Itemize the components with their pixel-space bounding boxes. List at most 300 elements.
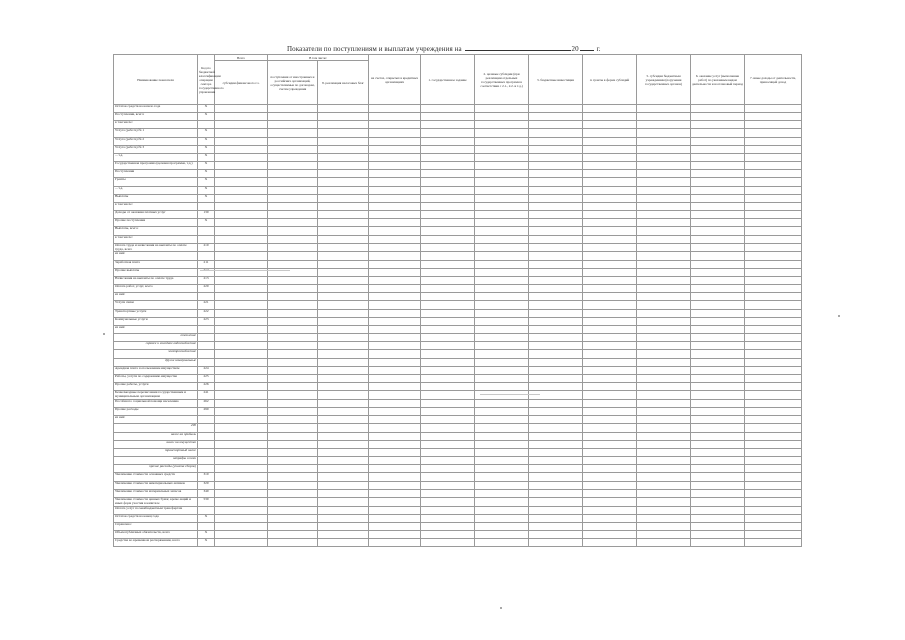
value-cell[interactable] (268, 202, 318, 210)
value-cell[interactable] (529, 416, 583, 424)
value-cell[interactable] (215, 162, 268, 170)
value-cell[interactable] (318, 325, 369, 333)
value-cell[interactable] (421, 374, 475, 382)
value-cell[interactable] (745, 522, 802, 530)
value-cell[interactable] (583, 260, 637, 268)
value-cell[interactable] (691, 481, 745, 489)
value-cell[interactable] (268, 121, 318, 129)
value-cell[interactable] (318, 366, 369, 374)
value-cell[interactable] (583, 325, 637, 333)
value-cell[interactable] (215, 334, 268, 342)
value-cell[interactable] (529, 268, 583, 276)
value-cell[interactable] (637, 235, 691, 243)
value-cell[interactable] (745, 506, 802, 514)
value-cell[interactable] (583, 440, 637, 448)
value-cell[interactable] (215, 457, 268, 465)
value-cell[interactable] (215, 129, 268, 137)
value-cell[interactable] (318, 391, 369, 400)
value-cell[interactable] (268, 145, 318, 153)
value-cell[interactable] (691, 113, 745, 121)
value-cell[interactable] (583, 366, 637, 374)
value-cell[interactable] (215, 424, 268, 432)
value-cell[interactable] (421, 440, 475, 448)
value-cell[interactable] (318, 153, 369, 161)
value-cell[interactable] (691, 301, 745, 309)
value-cell[interactable] (369, 374, 421, 382)
value-cell[interactable] (369, 113, 421, 121)
value-cell[interactable] (369, 260, 421, 268)
value-cell[interactable] (421, 432, 475, 440)
value-cell[interactable] (268, 129, 318, 137)
value-cell[interactable] (268, 539, 318, 547)
value-cell[interactable] (215, 276, 268, 284)
value-cell[interactable] (475, 317, 529, 325)
value-cell[interactable] (583, 309, 637, 317)
value-cell[interactable] (691, 219, 745, 227)
value-cell[interactable] (318, 268, 369, 276)
value-cell[interactable] (583, 293, 637, 301)
value-cell[interactable] (637, 252, 691, 260)
value-cell[interactable] (318, 252, 369, 260)
value-cell[interactable] (475, 268, 529, 276)
value-cell[interactable] (215, 137, 268, 145)
value-cell[interactable] (583, 211, 637, 219)
value-cell[interactable] (421, 243, 475, 252)
value-cell[interactable] (215, 293, 268, 301)
value-cell[interactable] (745, 235, 802, 243)
value-cell[interactable] (691, 325, 745, 333)
value-cell[interactable] (268, 514, 318, 522)
value-cell[interactable] (583, 457, 637, 465)
value-cell[interactable] (691, 424, 745, 432)
value-cell[interactable] (475, 382, 529, 390)
value-cell[interactable] (745, 121, 802, 129)
value-cell[interactable] (529, 432, 583, 440)
value-cell[interactable] (268, 219, 318, 227)
value-cell[interactable] (637, 432, 691, 440)
value-cell[interactable] (691, 457, 745, 465)
value-cell[interactable] (268, 186, 318, 194)
value-cell[interactable] (369, 268, 421, 276)
value-cell[interactable] (529, 260, 583, 268)
value-cell[interactable] (529, 235, 583, 243)
value-cell[interactable] (268, 260, 318, 268)
value-cell[interactable] (475, 145, 529, 153)
value-cell[interactable] (637, 301, 691, 309)
value-cell[interactable] (268, 309, 318, 317)
value-cell[interactable] (745, 309, 802, 317)
value-cell[interactable] (637, 399, 691, 407)
value-cell[interactable] (318, 211, 369, 219)
value-cell[interactable] (691, 497, 745, 506)
value-cell[interactable] (369, 481, 421, 489)
value-cell[interactable] (318, 342, 369, 350)
value-cell[interactable] (583, 121, 637, 129)
value-cell[interactable] (215, 391, 268, 400)
value-cell[interactable] (745, 260, 802, 268)
value-cell[interactable] (318, 506, 369, 514)
value-cell[interactable] (691, 309, 745, 317)
value-cell[interactable] (369, 137, 421, 145)
value-cell[interactable] (421, 317, 475, 325)
value-cell[interactable] (583, 252, 637, 260)
value-cell[interactable] (475, 121, 529, 129)
value-cell[interactable] (318, 145, 369, 153)
value-cell[interactable] (529, 391, 583, 400)
value-cell[interactable] (475, 153, 529, 161)
value-cell[interactable] (318, 301, 369, 309)
value-cell[interactable] (369, 235, 421, 243)
value-cell[interactable] (318, 178, 369, 186)
value-cell[interactable] (475, 366, 529, 374)
value-cell[interactable] (637, 243, 691, 252)
value-cell[interactable] (691, 186, 745, 194)
value-cell[interactable] (475, 202, 529, 210)
value-cell[interactable] (583, 416, 637, 424)
value-cell[interactable] (475, 481, 529, 489)
value-cell[interactable] (369, 408, 421, 416)
value-cell[interactable] (268, 194, 318, 202)
value-cell[interactable] (583, 145, 637, 153)
value-cell[interactable] (691, 285, 745, 293)
value-cell[interactable] (583, 153, 637, 161)
value-cell[interactable] (691, 194, 745, 202)
value-cell[interactable] (691, 382, 745, 390)
value-cell[interactable] (475, 113, 529, 121)
value-cell[interactable] (318, 424, 369, 432)
value-cell[interactable] (318, 416, 369, 424)
value-cell[interactable] (215, 243, 268, 252)
value-cell[interactable] (745, 440, 802, 448)
value-cell[interactable] (691, 432, 745, 440)
value-cell[interactable] (268, 366, 318, 374)
value-cell[interactable] (369, 121, 421, 129)
value-cell[interactable] (369, 531, 421, 539)
value-cell[interactable] (369, 105, 421, 113)
value-cell[interactable] (529, 293, 583, 301)
value-cell[interactable] (369, 276, 421, 284)
value-cell[interactable] (369, 293, 421, 301)
value-cell[interactable] (268, 170, 318, 178)
value-cell[interactable] (475, 235, 529, 243)
value-cell[interactable] (637, 465, 691, 473)
value-cell[interactable] (529, 219, 583, 227)
value-cell[interactable] (637, 489, 691, 497)
value-cell[interactable] (637, 391, 691, 400)
value-cell[interactable] (369, 416, 421, 424)
value-cell[interactable] (215, 301, 268, 309)
value-cell[interactable] (318, 219, 369, 227)
value-cell[interactable] (529, 186, 583, 194)
value-cell[interactable] (637, 268, 691, 276)
value-cell[interactable] (475, 457, 529, 465)
value-cell[interactable] (475, 514, 529, 522)
date-blank-field[interactable] (465, 44, 571, 51)
value-cell[interactable] (215, 260, 268, 268)
value-cell[interactable] (691, 170, 745, 178)
value-cell[interactable] (637, 374, 691, 382)
value-cell[interactable] (268, 235, 318, 243)
value-cell[interactable] (421, 399, 475, 407)
value-cell[interactable] (215, 416, 268, 424)
value-cell[interactable] (421, 448, 475, 456)
value-cell[interactable] (637, 293, 691, 301)
value-cell[interactable] (583, 539, 637, 547)
value-cell[interactable] (475, 531, 529, 539)
value-cell[interactable] (745, 448, 802, 456)
value-cell[interactable] (475, 129, 529, 137)
value-cell[interactable] (215, 194, 268, 202)
value-cell[interactable] (583, 170, 637, 178)
value-cell[interactable] (745, 301, 802, 309)
value-cell[interactable] (637, 366, 691, 374)
value-cell[interactable] (421, 235, 475, 243)
value-cell[interactable] (369, 473, 421, 481)
value-cell[interactable] (529, 145, 583, 153)
value-cell[interactable] (421, 489, 475, 497)
value-cell[interactable] (475, 522, 529, 530)
value-cell[interactable] (215, 105, 268, 113)
value-cell[interactable] (369, 285, 421, 293)
value-cell[interactable] (583, 374, 637, 382)
value-cell[interactable] (475, 170, 529, 178)
value-cell[interactable] (318, 113, 369, 121)
value-cell[interactable] (637, 129, 691, 137)
value-cell[interactable] (318, 514, 369, 522)
value-cell[interactable] (529, 202, 583, 210)
value-cell[interactable] (691, 514, 745, 522)
value-cell[interactable] (215, 219, 268, 227)
value-cell[interactable] (215, 522, 268, 530)
value-cell[interactable] (318, 194, 369, 202)
value-cell[interactable] (268, 440, 318, 448)
value-cell[interactable] (691, 522, 745, 530)
value-cell[interactable] (318, 497, 369, 506)
value-cell[interactable] (583, 202, 637, 210)
value-cell[interactable] (637, 531, 691, 539)
value-cell[interactable] (745, 194, 802, 202)
value-cell[interactable] (421, 301, 475, 309)
value-cell[interactable] (637, 113, 691, 121)
value-cell[interactable] (637, 440, 691, 448)
value-cell[interactable] (745, 416, 802, 424)
value-cell[interactable] (529, 522, 583, 530)
value-cell[interactable] (268, 506, 318, 514)
value-cell[interactable] (583, 448, 637, 456)
value-cell[interactable] (268, 473, 318, 481)
value-cell[interactable] (318, 440, 369, 448)
value-cell[interactable] (691, 162, 745, 170)
value-cell[interactable] (583, 399, 637, 407)
value-cell[interactable] (583, 391, 637, 400)
value-cell[interactable] (691, 334, 745, 342)
value-cell[interactable] (421, 170, 475, 178)
value-cell[interactable] (583, 317, 637, 325)
value-cell[interactable] (637, 481, 691, 489)
value-cell[interactable] (475, 408, 529, 416)
value-cell[interactable] (215, 211, 268, 219)
value-cell[interactable] (529, 531, 583, 539)
value-cell[interactable] (268, 522, 318, 530)
value-cell[interactable] (637, 285, 691, 293)
value-cell[interactable] (421, 522, 475, 530)
value-cell[interactable] (691, 252, 745, 260)
value-cell[interactable] (421, 465, 475, 473)
value-cell[interactable] (745, 186, 802, 194)
value-cell[interactable] (529, 170, 583, 178)
value-cell[interactable] (475, 424, 529, 432)
value-cell[interactable] (475, 391, 529, 400)
value-cell[interactable] (745, 366, 802, 374)
value-cell[interactable] (268, 252, 318, 260)
value-cell[interactable] (745, 285, 802, 293)
value-cell[interactable] (318, 317, 369, 325)
value-cell[interactable] (369, 153, 421, 161)
value-cell[interactable] (215, 145, 268, 153)
value-cell[interactable] (637, 145, 691, 153)
value-cell[interactable] (583, 243, 637, 252)
value-cell[interactable] (475, 358, 529, 366)
value-cell[interactable] (637, 424, 691, 432)
value-cell[interactable] (583, 235, 637, 243)
value-cell[interactable] (421, 358, 475, 366)
value-cell[interactable] (637, 317, 691, 325)
value-cell[interactable] (369, 211, 421, 219)
value-cell[interactable] (637, 350, 691, 358)
value-cell[interactable] (318, 382, 369, 390)
value-cell[interactable] (421, 137, 475, 145)
value-cell[interactable] (318, 432, 369, 440)
value-cell[interactable] (318, 473, 369, 481)
value-cell[interactable] (475, 374, 529, 382)
value-cell[interactable] (421, 202, 475, 210)
value-cell[interactable] (745, 276, 802, 284)
value-cell[interactable] (421, 325, 475, 333)
value-cell[interactable] (691, 374, 745, 382)
value-cell[interactable] (637, 457, 691, 465)
value-cell[interactable] (745, 473, 802, 481)
value-cell[interactable] (745, 358, 802, 366)
value-cell[interactable] (421, 457, 475, 465)
value-cell[interactable] (268, 408, 318, 416)
value-cell[interactable] (318, 448, 369, 456)
value-cell[interactable] (691, 539, 745, 547)
value-cell[interactable] (637, 137, 691, 145)
value-cell[interactable] (318, 399, 369, 407)
value-cell[interactable] (745, 145, 802, 153)
value-cell[interactable] (268, 113, 318, 121)
value-cell[interactable] (691, 416, 745, 424)
value-cell[interactable] (268, 227, 318, 235)
value-cell[interactable] (637, 448, 691, 456)
value-cell[interactable] (215, 227, 268, 235)
value-cell[interactable] (268, 317, 318, 325)
value-cell[interactable] (421, 334, 475, 342)
value-cell[interactable] (583, 334, 637, 342)
value-cell[interactable] (421, 473, 475, 481)
value-cell[interactable] (529, 440, 583, 448)
value-cell[interactable] (529, 506, 583, 514)
value-cell[interactable] (691, 391, 745, 400)
value-cell[interactable] (421, 194, 475, 202)
value-cell[interactable] (637, 514, 691, 522)
value-cell[interactable] (583, 424, 637, 432)
value-cell[interactable] (637, 186, 691, 194)
value-cell[interactable] (529, 539, 583, 547)
value-cell[interactable] (691, 268, 745, 276)
value-cell[interactable] (529, 457, 583, 465)
value-cell[interactable] (421, 416, 475, 424)
value-cell[interactable] (637, 408, 691, 416)
value-cell[interactable] (268, 342, 318, 350)
value-cell[interactable] (745, 408, 802, 416)
value-cell[interactable] (583, 227, 637, 235)
value-cell[interactable] (583, 497, 637, 506)
value-cell[interactable] (691, 366, 745, 374)
value-cell[interactable] (745, 432, 802, 440)
value-cell[interactable] (745, 374, 802, 382)
value-cell[interactable] (583, 129, 637, 137)
value-cell[interactable] (421, 145, 475, 153)
value-cell[interactable] (529, 301, 583, 309)
value-cell[interactable] (369, 243, 421, 252)
value-cell[interactable] (529, 408, 583, 416)
value-cell[interactable] (691, 448, 745, 456)
value-cell[interactable] (583, 186, 637, 194)
value-cell[interactable] (745, 219, 802, 227)
value-cell[interactable] (268, 301, 318, 309)
value-cell[interactable] (369, 457, 421, 465)
value-cell[interactable] (268, 350, 318, 358)
value-cell[interactable] (475, 342, 529, 350)
value-cell[interactable] (421, 309, 475, 317)
value-cell[interactable] (369, 252, 421, 260)
value-cell[interactable] (583, 285, 637, 293)
value-cell[interactable] (318, 350, 369, 358)
value-cell[interactable] (369, 202, 421, 210)
value-cell[interactable] (215, 170, 268, 178)
value-cell[interactable] (529, 317, 583, 325)
value-cell[interactable] (369, 391, 421, 400)
value-cell[interactable] (691, 358, 745, 366)
value-cell[interactable] (745, 399, 802, 407)
value-cell[interactable] (637, 202, 691, 210)
value-cell[interactable] (637, 105, 691, 113)
value-cell[interactable] (583, 473, 637, 481)
value-cell[interactable] (318, 137, 369, 145)
value-cell[interactable] (637, 121, 691, 129)
value-cell[interactable] (691, 129, 745, 137)
value-cell[interactable] (637, 539, 691, 547)
value-cell[interactable] (529, 129, 583, 137)
value-cell[interactable] (691, 399, 745, 407)
value-cell[interactable] (475, 219, 529, 227)
value-cell[interactable] (318, 121, 369, 129)
value-cell[interactable] (215, 317, 268, 325)
value-cell[interactable] (475, 105, 529, 113)
value-cell[interactable] (583, 194, 637, 202)
value-cell[interactable] (637, 260, 691, 268)
value-cell[interactable] (475, 325, 529, 333)
value-cell[interactable] (215, 178, 268, 186)
value-cell[interactable] (215, 531, 268, 539)
value-cell[interactable] (475, 252, 529, 260)
value-cell[interactable] (637, 276, 691, 284)
value-cell[interactable] (691, 408, 745, 416)
value-cell[interactable] (583, 465, 637, 473)
value-cell[interactable] (268, 153, 318, 161)
value-cell[interactable] (318, 334, 369, 342)
